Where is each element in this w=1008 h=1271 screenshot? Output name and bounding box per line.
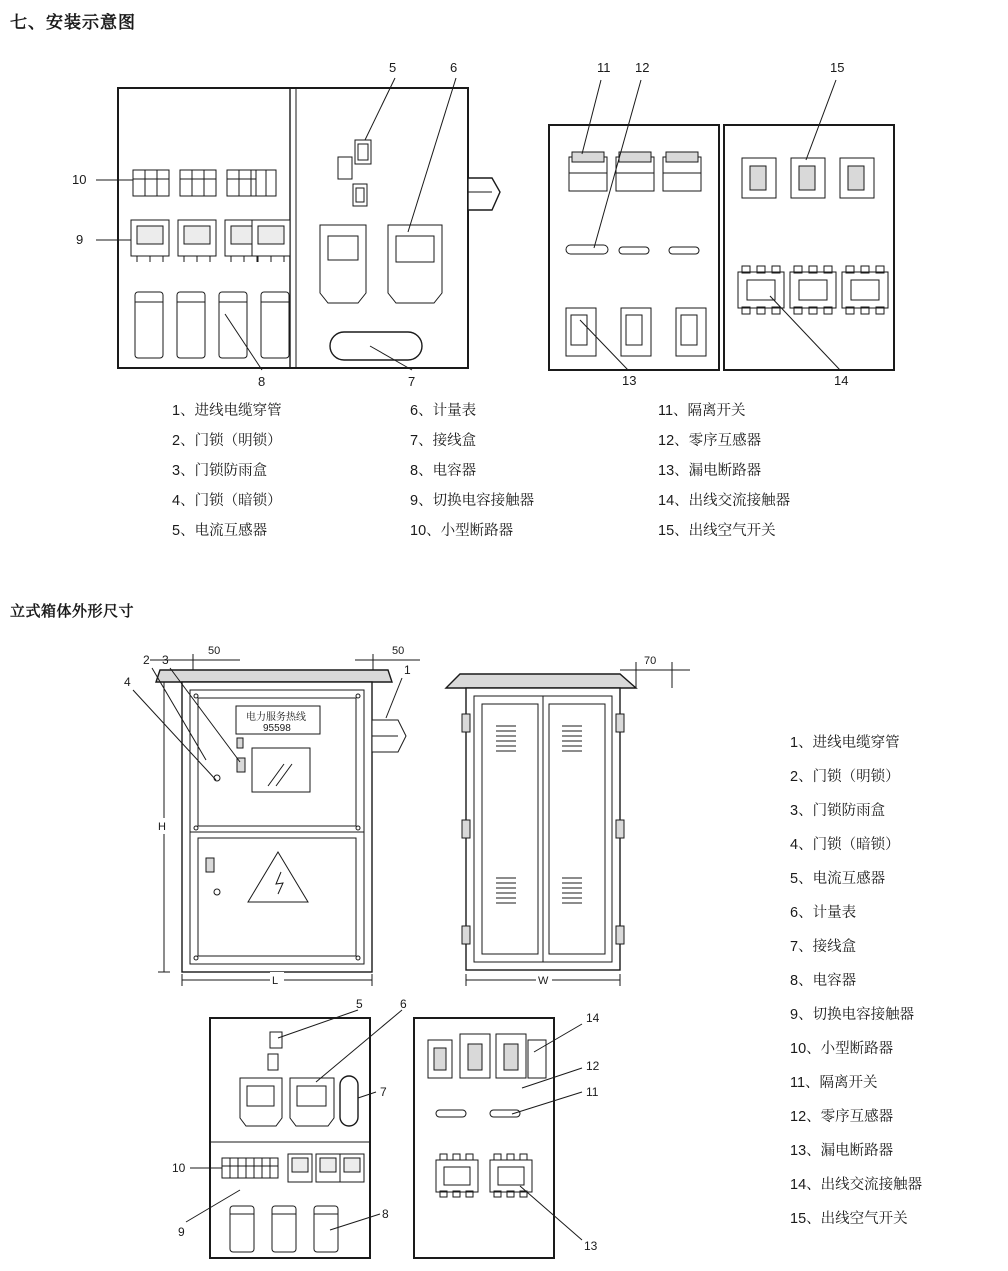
svg-text:15: 15 [830, 60, 845, 75]
dim-50-left: 50 [208, 645, 221, 657]
legend-item: 4、门锁（暗锁） [172, 493, 282, 509]
legend-item: 5、电流互感器 [790, 871, 886, 887]
legend-item: 15、出线空气开关 [790, 1211, 908, 1227]
svg-text:7: 7 [380, 1085, 387, 1099]
legend-item: 9、切换电容接触器 [410, 493, 535, 509]
mini-breaker-group-bottom [222, 1158, 278, 1178]
svg-text:13: 13 [622, 373, 637, 388]
legend-item: 10、小型断路器 [790, 1041, 894, 1057]
svg-text:6: 6 [450, 60, 458, 75]
cabinet-dimension-diagram [0, 640, 790, 1000]
svg-text:3: 3 [162, 653, 169, 667]
legend-item: 9、切换电容接触器 [790, 1007, 915, 1023]
junction-box-bottom [340, 1076, 358, 1126]
svg-text:8: 8 [382, 1207, 389, 1221]
svg-text:7: 7 [408, 374, 416, 389]
svg-text:12: 12 [635, 60, 650, 75]
legend-item: 1、进线电缆穿管 [172, 403, 282, 419]
legend-column-2 [410, 396, 534, 546]
legend-item: 2、门锁（明锁） [790, 769, 900, 785]
legend-item: 14、出线交流接触器 [790, 1177, 923, 1193]
page-title: 七、安装示意图 [10, 13, 136, 32]
legend-item: 15、出线空气开关 [658, 523, 776, 539]
svg-text:6: 6 [400, 997, 407, 1011]
legend-item: 5、电流互感器 [172, 523, 268, 539]
dim-H: H [158, 821, 166, 833]
installation-diagram-top [0, 40, 1008, 389]
door-plate-line2: 95598 [263, 723, 291, 734]
svg-text:5: 5 [389, 60, 397, 75]
legend-item: 10、小型断路器 [410, 523, 514, 539]
leakage-breaker-group [566, 308, 706, 356]
capacitor-group-bottom [230, 1206, 338, 1252]
svg-text:9: 9 [76, 232, 84, 247]
section-title-dimensions: 立式箱体外形尺寸 [10, 603, 135, 620]
legend-item: 11、隔离开关 [658, 403, 746, 419]
legend-item: 7、接线盒 [410, 433, 477, 449]
dim-L: L [272, 975, 279, 987]
legend-column-3 [658, 396, 790, 546]
ac-contactor-group [738, 266, 888, 314]
svg-text:1: 1 [404, 663, 411, 677]
svg-text:11: 11 [597, 60, 611, 75]
svg-text:9: 9 [178, 1225, 185, 1239]
legend-item: 13、漏电断路器 [790, 1143, 894, 1159]
legend-full-list [790, 726, 922, 1236]
mini-breaker-group [133, 170, 276, 196]
legend-item: 8、电容器 [790, 973, 857, 989]
legend-item: 3、门锁防雨盒 [172, 463, 268, 479]
outgoing-breaker-group-bottom [428, 1034, 546, 1078]
capacitor-contactor-bottom [288, 1154, 364, 1182]
legend-item: 8、电容器 [410, 463, 477, 479]
isolating-switch-group [569, 152, 701, 191]
legend-item: 12、零序互感器 [658, 433, 762, 449]
junction-box [330, 332, 422, 360]
svg-text:4: 4 [124, 675, 131, 689]
installation-diagram-bottom [130, 997, 770, 1265]
svg-text:13: 13 [584, 1239, 598, 1253]
legend-item: 6、计量表 [790, 905, 857, 921]
svg-text:14: 14 [834, 373, 849, 388]
svg-text:2: 2 [143, 653, 150, 667]
legend-item: 12、零序互感器 [790, 1109, 894, 1125]
svg-text:5: 5 [356, 997, 363, 1011]
legend-item: 4、门锁（暗锁） [790, 837, 900, 853]
svg-text:10: 10 [172, 1161, 186, 1175]
legend-item: 11、隔离开关 [790, 1075, 878, 1091]
svg-text:14: 14 [586, 1011, 600, 1025]
legend-column-1 [172, 396, 282, 546]
legend-item: 13、漏电断路器 [658, 463, 762, 479]
legend-item: 1、进线电缆穿管 [790, 735, 900, 751]
legend-item: 14、出线交流接触器 [658, 493, 791, 509]
legend-item: 2、门锁（明锁） [172, 433, 282, 449]
legend-item: 7、接线盒 [790, 939, 857, 955]
legend-item: 6、计量表 [410, 403, 477, 419]
door-plate-line1: 电力服务热线 [246, 712, 306, 723]
dim-W: W [538, 975, 549, 987]
svg-text:11: 11 [586, 1085, 599, 1099]
svg-text:10: 10 [72, 172, 87, 187]
svg-text:12: 12 [586, 1059, 600, 1073]
svg-text:8: 8 [258, 374, 266, 389]
dim-70: 70 [644, 655, 657, 667]
legend-item: 3、门锁防雨盒 [790, 803, 886, 819]
outgoing-air-switch-group [742, 158, 874, 198]
capacitor-contactor-group [131, 220, 290, 262]
dim-50-right: 50 [392, 645, 405, 657]
